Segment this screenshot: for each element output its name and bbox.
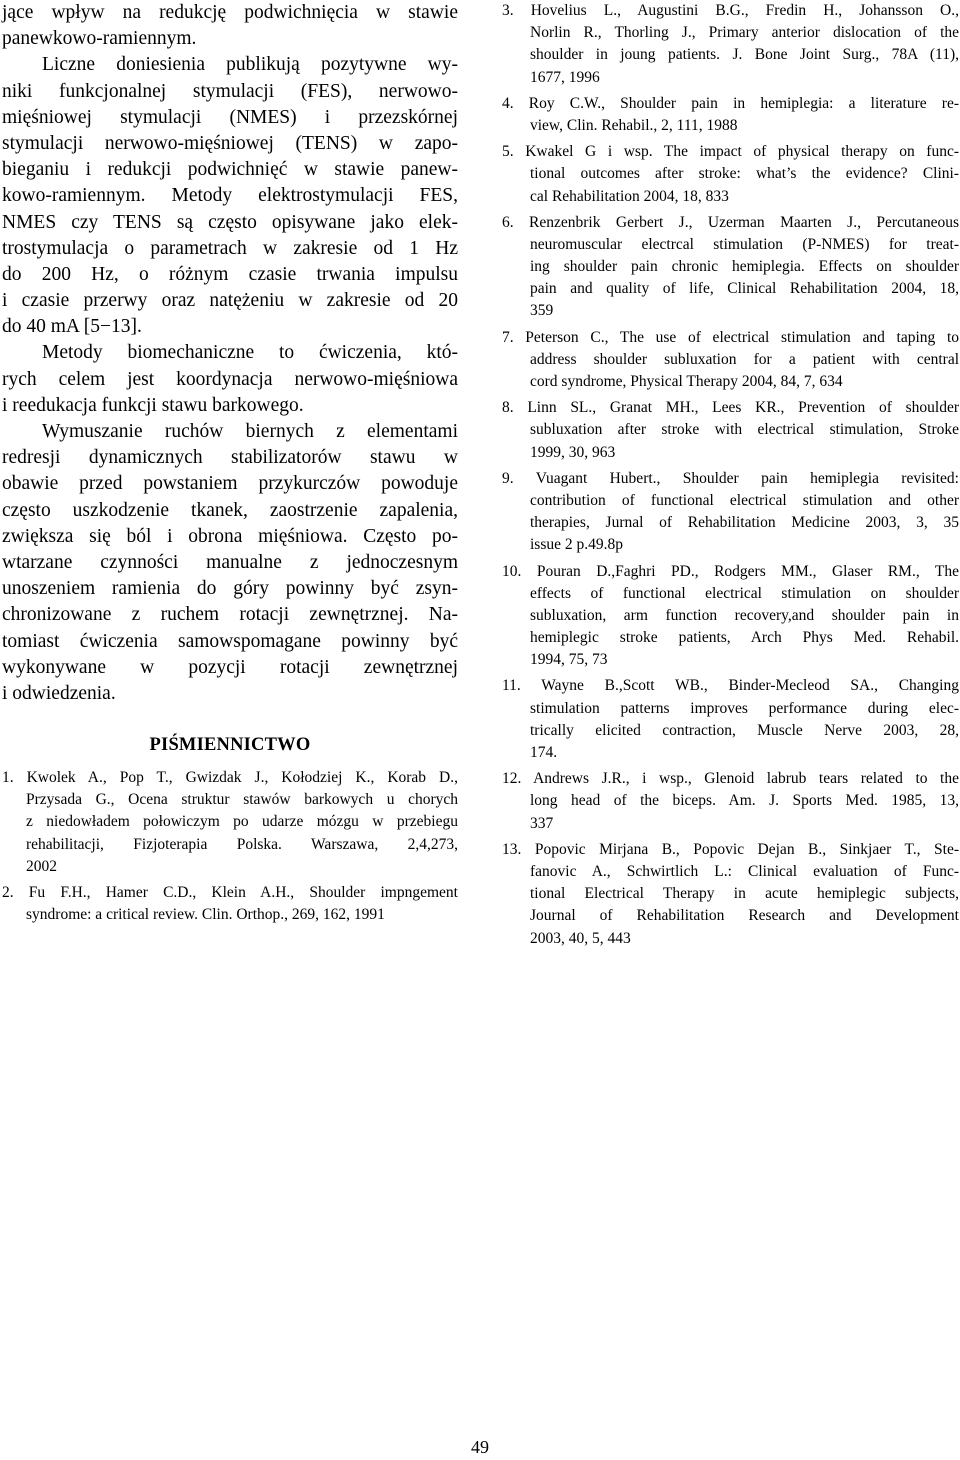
- reference-line: 12. Andrews J.R., i wsp., Glenoid labrub tears related to the: [502, 770, 959, 788]
- reference-line: fanovic A., Schwirtlich L.: Clinical evaluation of Func-: [530, 862, 959, 880]
- reference-line: cal Rehabilitation 2004, 18, 833: [530, 187, 729, 205]
- right-column: [502, 0, 959, 954]
- reference-entry: [502, 397, 959, 464]
- body-line: jące wpływ na redukcję podwichnięcia w stawie: [2, 2, 458, 23]
- reference-entry: [502, 768, 959, 835]
- reference-line: syndrome: a critical review. Clin. Orthop., 269, 162, 1991: [26, 906, 385, 924]
- body-line: wykonywane w pozycji rotacji zewnętrznej: [2, 656, 458, 678]
- reference-line: tional Electrical Therapy in acute hemiplegic subjects,: [530, 885, 959, 903]
- body-line: Metody biomechaniczne to ćwiczenia, któ-: [42, 342, 458, 364]
- reference-line: 6. Renzenbrik Gerbert J., Uzerman Maarten J., Percutaneous: [502, 213, 959, 231]
- reference-line: 9. Vuagant Hubert., Shoulder pain hemiplegia revisited:: [502, 469, 959, 487]
- reference-line: 13. Popovic Mirjana B., Popovic Dejan B., Sinkjaer T., Ste-: [502, 840, 959, 858]
- reference-line: 3. Hovelius L., Augustini B.G., Fredin H., Johansson O.,: [502, 2, 959, 19]
- reference-line: neuromuscular electrcal stimulation (P-NMES) for treat-: [530, 235, 959, 253]
- reference-line: 7. Peterson C., The use of electrical stimulation and taping to: [502, 328, 959, 346]
- body-line: chronizowane z ruchem rotacji zewnętrznej. Na-: [2, 604, 458, 626]
- reference-entry: [502, 327, 959, 394]
- reference-line: 2002: [26, 857, 57, 875]
- reference-entry: [2, 882, 458, 926]
- body-line: panewkowo-ramiennym.: [2, 28, 197, 50]
- reference-line: rehabilitacji, Fizjoterapia Polska. Warszawa, 2,4,273,: [26, 835, 458, 853]
- left-column: [2, 0, 458, 930]
- body-line: do 200 Hz, o różnym czasie trwania impulsu: [2, 263, 458, 285]
- body-line: rych celem jest koordynacja nerwowo-mięśniowa: [2, 368, 458, 390]
- reference-line: 174.: [530, 744, 558, 761]
- reference-line: ing shoulder pain chronic hemiplegia. Effects on shoulder: [530, 258, 959, 276]
- reference-line: 1. Kwolek A., Pop T., Gwizdak J., Kołodziej K., Korab D.,: [2, 769, 458, 787]
- reference-line: 359: [530, 302, 554, 320]
- reference-line: 5. Kwakel G i wsp. The impact of physical therapy on func-: [502, 143, 959, 161]
- reference-line: 337: [530, 814, 554, 832]
- reference-entry: [502, 141, 959, 208]
- body-line: obawie przed powstaniem przykurczów powoduje: [2, 473, 458, 495]
- reference-line: 2. Fu F.H., Hamer C.D., Klein A.H., Shoulder impngement: [2, 884, 458, 901]
- reference-line: Journal of Rehabilitation Research and Development: [530, 907, 959, 925]
- reference-line: tional outcomes after stroke: what’s the evidence? Clini-: [530, 165, 959, 183]
- reference-line: view, Clin. Rehabil., 2, 111, 1988: [530, 116, 738, 134]
- reference-line: stimulation patterns improves performance during elec-: [530, 699, 959, 717]
- reference-line: cord syndrome, Physical Therapy 2004, 84, 7, 634: [530, 373, 843, 390]
- reference-list-left: [2, 767, 458, 930]
- reference-line: pain and quality of life, Clinical Rehabilitation 2004, 18,: [530, 280, 959, 298]
- reference-line: 8. Linn SL., Granat MH., Lees KR., Prevention of shoulder: [502, 399, 959, 417]
- reference-entry: [502, 0, 959, 89]
- body-line: trostymulacja o parametrach w zakresie od 1 Hz: [2, 237, 458, 259]
- body-line: stymulacji nerwowo-mięśniowej (TENS) w zapo-: [2, 132, 458, 154]
- body-line: i reedukacja funkcji stawu barkowego.: [2, 394, 304, 416]
- body-text: [2, 0, 458, 707]
- body-line: tomiast ćwiczenia samowspomagane powinny być: [2, 630, 458, 652]
- reference-entry: [502, 93, 959, 137]
- reference-line: 4. Roy C.W., Shoulder pain in hemiplegia: a literature re-: [502, 94, 959, 112]
- body-line: i czasie przerwy oraz natężeniu w zakresie od 20: [2, 290, 458, 312]
- reference-line: effects of functional electrical stimulation on shoulder: [530, 584, 959, 602]
- reference-line: therapies, Jurnal of Rehabilitation Medicine 2003, 3, 35: [530, 514, 959, 532]
- reference-entry: [502, 468, 959, 557]
- body-line: bieganiu i redukcji podwichnięć w stawie panew-: [2, 159, 458, 181]
- body-line: wtarzane czynności manualne z jednoczesnym: [2, 551, 458, 573]
- body-line: Wymuszanie ruchów biernych z elementami: [42, 421, 458, 442]
- reference-line: 1999, 30, 963: [530, 443, 616, 461]
- body-line: redresji dynamicznych stabilizatorów stawu w: [2, 447, 458, 469]
- reference-list-right: [502, 0, 959, 954]
- reference-line: subluxation, arm function recovery,and shoulder pain in: [530, 606, 959, 624]
- reference-line: z niedowładem połowiczym po udarze mózgu w przebiegu: [26, 813, 458, 831]
- reference-line: 1994, 75, 73: [530, 651, 608, 669]
- reference-line: shoulder in joung patients. J. Bone Joint Surg., 78A (11),: [530, 46, 959, 64]
- page-number: 49: [471, 1437, 489, 1457]
- reference-line: address shoulder subluxation for a patient with central: [530, 350, 959, 368]
- body-line: i odwiedzenia.: [2, 682, 116, 704]
- reference-line: contribution of functional electrical stimulation and other: [530, 491, 959, 509]
- body-line: mięśniowej stymulacji (NMES) i przezskórnej: [2, 106, 458, 128]
- reference-line: Przysada G., Ocena struktur stawów barkowych u chorych: [26, 791, 458, 809]
- body-line: NMES czy TENS są często opisywane jako elek-: [2, 211, 458, 233]
- reference-entry: [502, 839, 959, 950]
- references-heading: PIŚMIENNICTWO: [149, 735, 311, 756]
- reference-line: hemiplegic stroke patients, Arch Phys Med. Rehabil.: [530, 629, 959, 647]
- body-line: niki funkcjonalnej stymulacji (FES), nerwowo-: [2, 80, 458, 102]
- reference-line: 11. Wayne B.,Scott WB., Binder-Mecleod SA., Changing: [502, 677, 959, 695]
- reference-line: subluxation after stroke with electrical stimulation, Stroke: [530, 421, 959, 439]
- reference-entry: [502, 212, 959, 323]
- body-line: unoszeniem ramienia do góry powinny być zsyn-: [2, 578, 458, 600]
- reference-line: issue 2 p.49.8p: [530, 536, 623, 554]
- reference-line: Norlin R., Thorling J., Primary anterior dislocation of the: [530, 24, 959, 42]
- reference-entry: [502, 561, 959, 672]
- body-line: często uszkodzenie tkanek, zaostrzenie zapalenia,: [2, 499, 458, 521]
- reference-line: 2003, 40, 5, 443: [530, 929, 631, 947]
- body-line: do 40 mA [5−13].: [2, 316, 142, 338]
- reference-entry: [502, 675, 959, 764]
- body-line: Liczne doniesienia publikują pozytywne wy-: [42, 54, 458, 76]
- reference-line: 10. Pouran D.,Faghri PD., Rodgers MM., Glaser RM., The: [502, 562, 959, 580]
- reference-line: 1677, 1996: [530, 68, 600, 86]
- body-line: kowo-ramiennym. Metody elektrostymulacji FES,: [2, 185, 458, 207]
- reference-entry: [2, 767, 458, 878]
- body-line: zwiększa się ból i obrona mięśniowa. Często po-: [2, 525, 458, 547]
- reference-line: trically elicited contraction, Muscle Nerve 2003, 28,: [530, 721, 959, 739]
- reference-line: long head of the biceps. Am. J. Sports Med. 1985, 13,: [530, 792, 959, 810]
